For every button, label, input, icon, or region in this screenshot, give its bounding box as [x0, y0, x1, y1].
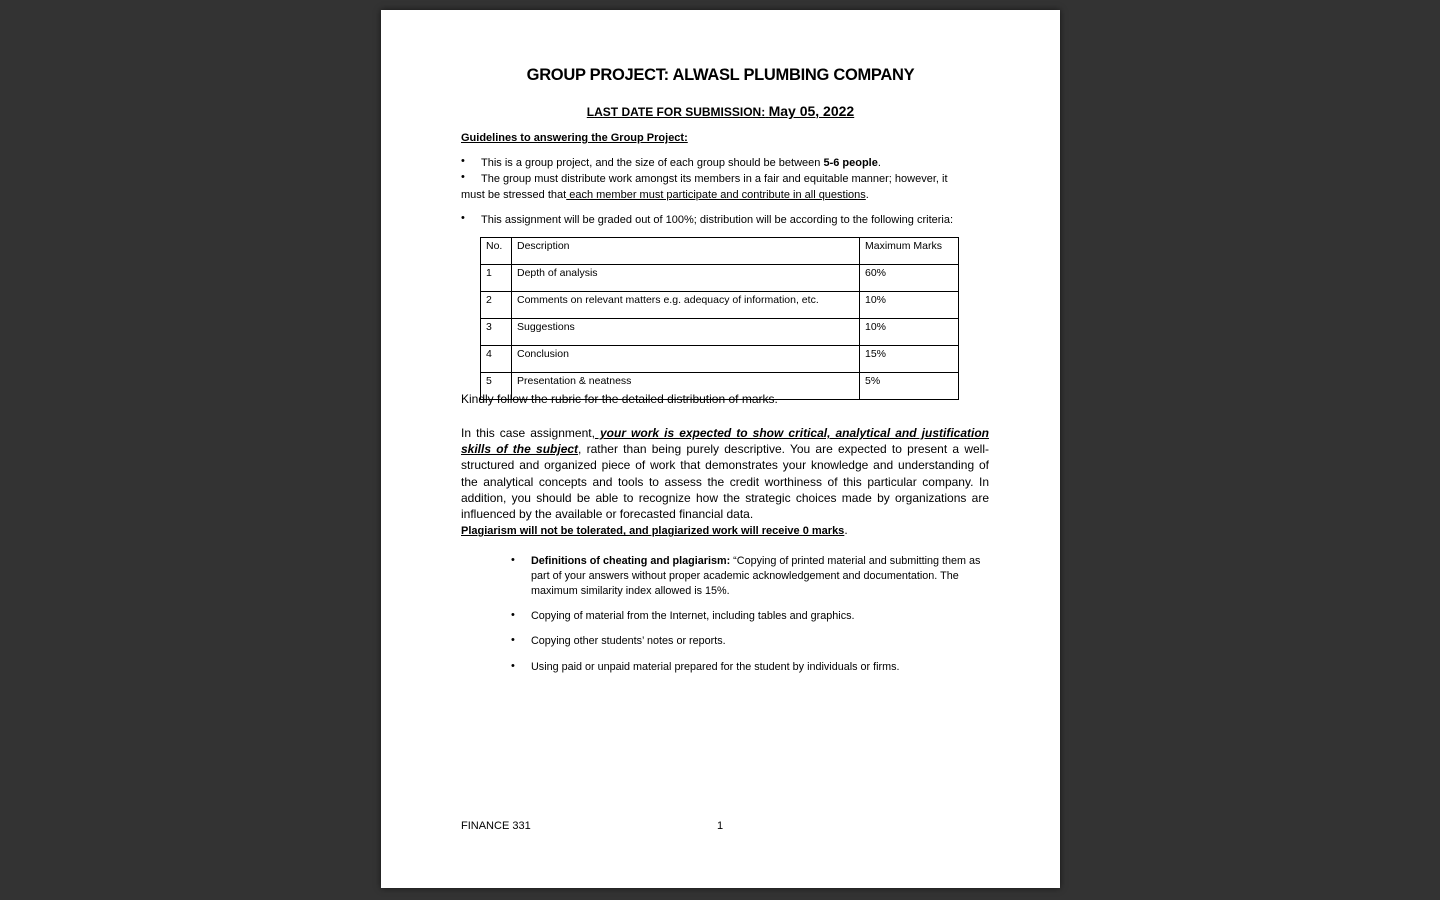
table-cell: Depth of analysis: [512, 265, 860, 292]
table-cell: 2: [481, 292, 512, 319]
footer-page-number: 1: [717, 820, 724, 832]
table-cell: 10%: [860, 319, 959, 346]
plagiarism-item: Using paid or unpaid material prepared for the student by individuals or firms.: [531, 661, 900, 673]
bullet-icon: •: [511, 609, 515, 621]
guideline-work-line2: must be stressed that each member must participate and contribute in all questions.: [461, 189, 869, 201]
bullet-icon: •: [461, 171, 465, 183]
table-cell: 10%: [860, 292, 959, 319]
deadline-date: May 05, 2022: [768, 103, 855, 119]
plagiarism-item: Copying other students’ notes or reports.: [531, 635, 726, 647]
table-cell: 4: [481, 346, 512, 373]
guideline-group-size: This is a group project, and the size of each group should be between 5-6 people.: [481, 157, 881, 169]
table-cell: 1: [481, 265, 512, 292]
bullet-icon: •: [461, 212, 465, 224]
table-row: [481, 265, 959, 292]
table-cell: Comments on relevant matters e.g. adequacy of information, etc.: [512, 292, 860, 319]
document-page: [381, 10, 1060, 888]
plagiarism-definition: Definitions of cheating and plagiarism: “Copying of printed material and submitting them as part of your answers without proper academic acknowledgement and documentation. The maximum similarity index allowed is 15%.: [531, 555, 981, 597]
guidelines-heading: Guidelines to answering the Group Project:: [461, 132, 688, 144]
assignment-paragraph: In this case assignment, your work is expected to show critical, analytical and justification skills of the subject, rather than being purely descriptive. You are expected to present a well-structured and organized piece of work that demonstrates your knowledge and understanding of the analytical concepts and tools to assess the credit worthiness of this particular company. In addition, you should be able to recognize how the strategic choices made by organizations are influenced by the available or forecasted financial data. Plagiarism will not be tolerated, and plagiarized work will receive 0 marks.: [461, 426, 989, 538]
table-cell: 5%: [860, 373, 959, 400]
table-row: [481, 292, 959, 319]
table-header-cell: No.: [481, 238, 512, 265]
guideline-grading: This assignment will be graded out of 100%; distribution will be according to the following criteria:: [481, 214, 954, 226]
table-header-row: [481, 238, 959, 265]
document-title: GROUP PROJECT: ALWASL PLUMBING COMPANY: [526, 66, 915, 84]
rubric-note: Kindly follow the rubric for the detailed distribution of marks.: [461, 392, 778, 406]
table-cell: 60%: [860, 265, 959, 292]
table-row: [481, 319, 959, 346]
bullet-icon: •: [511, 554, 515, 566]
plagiarism-warning: Plagiarism will not be tolerated, and plagiarized work will receive 0 marks: [461, 525, 845, 538]
table-cell: 5: [481, 373, 512, 400]
bullet-icon: •: [461, 155, 465, 167]
table-cell: Presentation & neatness: [512, 373, 860, 400]
table-cell: 15%: [860, 346, 959, 373]
table-cell: Conclusion: [512, 346, 860, 373]
table-row: [481, 346, 959, 373]
submission-deadline: [381, 103, 1060, 119]
table-cell: Suggestions: [512, 319, 860, 346]
table-header-cell: Description: [512, 238, 860, 265]
deadline-label: LAST DATE FOR SUBMISSION:: [586, 105, 766, 119]
bullet-icon: •: [511, 634, 515, 646]
guideline-work-line1: The group must distribute work amongst its members in a fair and equitable manner; however, it: [481, 173, 948, 185]
bullet-icon: •: [511, 660, 515, 672]
table-header-cell: Maximum Marks: [860, 238, 959, 265]
footer-course: FINANCE 331: [461, 820, 531, 832]
grading-criteria-table: [480, 237, 959, 400]
table-cell: 3: [481, 319, 512, 346]
plagiarism-item: Copying of material from the Internet, including tables and graphics.: [531, 610, 855, 622]
